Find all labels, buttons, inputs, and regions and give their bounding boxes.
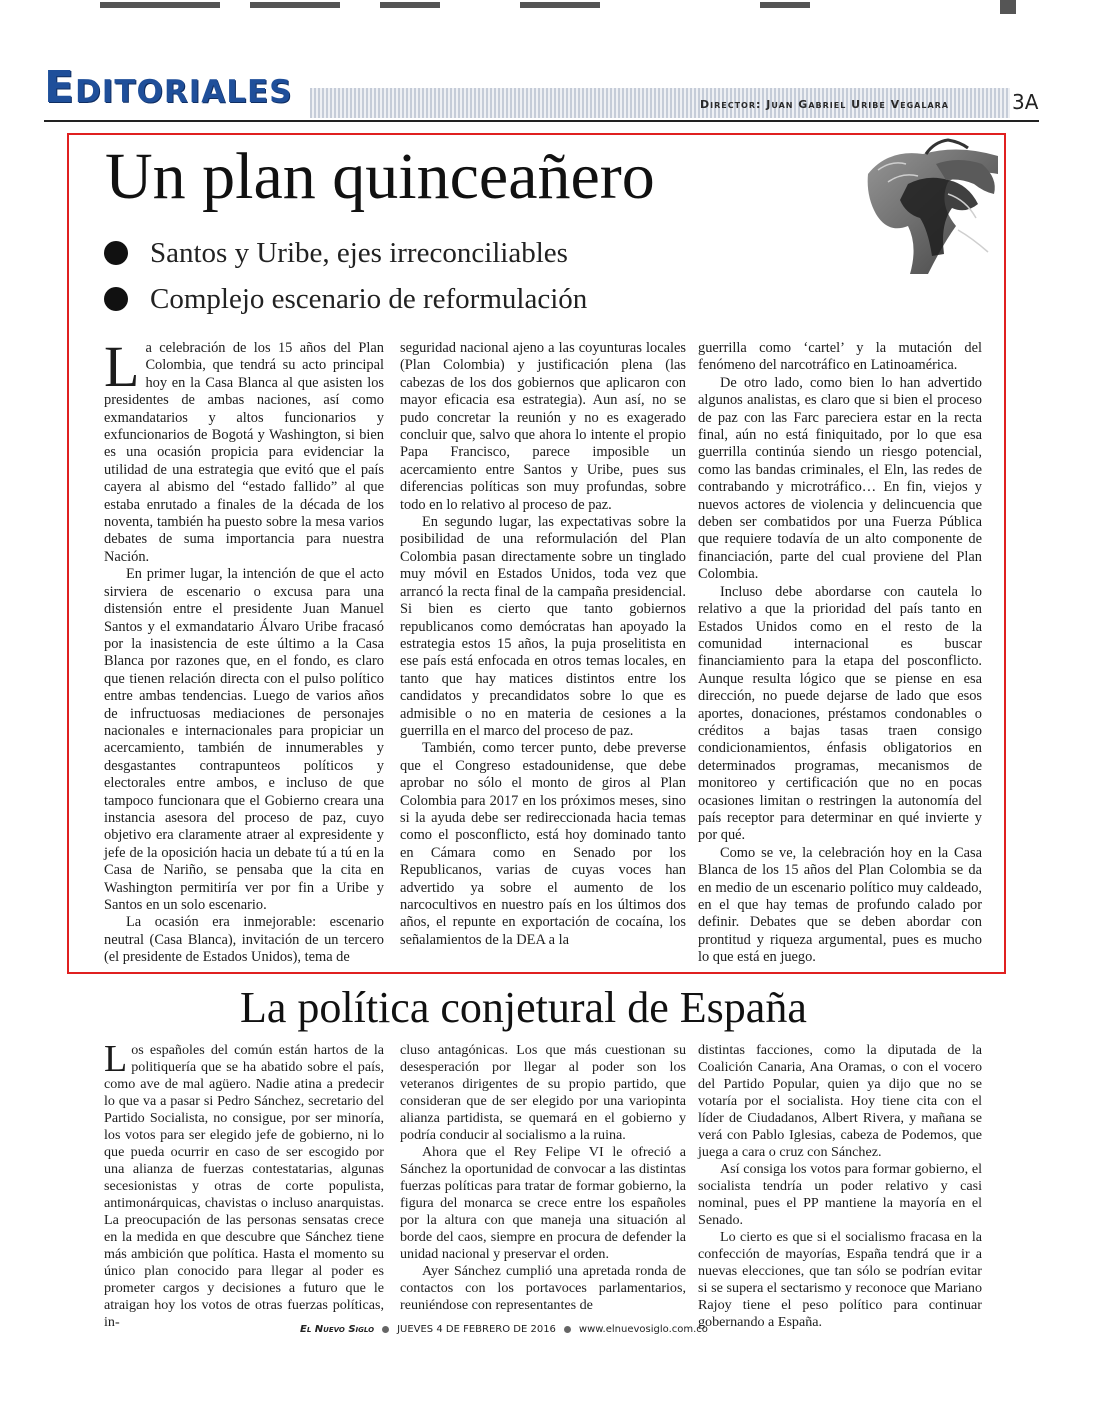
summary-text: Santos y Uribe, ejes irreconciliables bbox=[150, 236, 568, 269]
editorial-2-column-1 bbox=[104, 1038, 384, 1331]
summary-item bbox=[104, 276, 587, 322]
bullet-icon bbox=[104, 241, 128, 265]
publication-date: JUEVES 4 DE FEBRERO DE 2016 bbox=[397, 1323, 556, 1335]
paragraph: distintas facciones, como la diputada de la Coalición Canaria, Ana Oramas, o con el vocero del Partido Popular, quien ya dijo que no se votaría por el socialista. Hoy tiene cita con el líder de Ciudadanos, Albert Rivera, y mañana se verá con Pablo Iglesias, cabeza de Podemos, que juega a cara o cruz con Sánchez. bbox=[698, 1042, 982, 1160]
paragraph: Así consiga los votos para formar gobierno, el socialista tendría un poder relativo y casi nominal, pues el PP mantiene la mayoría en el Senado. bbox=[698, 1161, 982, 1228]
paragraph: En segundo lugar, las expectativas sobre la posibilidad de una reformulación del Plan Colombia pasan directamente sobre un tinglado muy móvil en Estados Unidos, toda vez que arrancó la recta final de la campaña presidencial. Si bien es cierto que tanto gobiernos republicanos como demócratas han apoyado la estrategia estos 15 años, la puja proselitista en ese país está enfocada en otros temas locales, en tanto que hay matices distintos entre los candidatos y precandidatos sobre lo que es admisible o no en materia de cesiones a la guerrilla en el marco del proceso de paz. bbox=[400, 514, 686, 739]
masthead-rule bbox=[44, 120, 1039, 122]
website-url: www.elnuevosiglo.com.co bbox=[578, 1323, 708, 1335]
editorial-2-title: La política conjetural de España bbox=[240, 983, 807, 1032]
drop-cap: L bbox=[104, 334, 140, 399]
summary-text: Complejo escenario de reformulación bbox=[150, 282, 588, 315]
paragraph: Ayer Sánchez cumplió una apretada ronda de contactos con los portavoces parlamentarios, reuniéndose con representantes de bbox=[400, 1263, 686, 1313]
separator-dot-icon bbox=[382, 1326, 389, 1333]
paragraph: En primer lugar, la intención de que el acto sirviera de escenario o excusa para una distensión entre el presidente Juan Manuel Santos y el exmandatario Álvaro Uribe fracasó por la inasistencia de este último a la Casa Blanca por razones que, en el fondo, es claro que tienen relación directa con el pulso político entre ambas tendencias. Luego de varios años de infructuosas mediaciones de personajes nacionales e internacionales para propiciar un acercamiento, también de innumerables y desgastantes contrapunteos políticos y electorales entre ambos, e incluso de que tampoco funcionara que el Gobierno creara una instancia asesora del proceso de paz, cuyo objetivo era claramente atraer al expresidente y jefe de la oposición hacia un debate tú a tú en la Casa de Nariño, se pensaba que la cita en Washington permitiría ver por fin a Uribe y Santos en un solo escenario. bbox=[104, 566, 384, 913]
page-number: 3A bbox=[1012, 90, 1039, 114]
paragraph bbox=[104, 1038, 384, 1331]
paragraph: También, como tercer punto, debe preverse que el Congreso estadounidense, que debe aprobar no sólo el monto de giros al Plan Colombia para 2017 en los próximos meses, sino si la ayuda debe ser redireccionada hacia temas como el posconflicto, está hoy dominado tanto en Cámara como en Senado por los Republicanos, varias de cuyas voces han advertido ya sobre el aumento de los narcocultivos en nuestro país en los últimos dos años, el repunte en exportación de cocaína, los señalamientos de la DEA a la bbox=[400, 740, 686, 948]
drop-cap: L bbox=[104, 1038, 128, 1080]
editorial-1-column-2 bbox=[400, 340, 686, 949]
section-title: Editoriales bbox=[44, 62, 293, 113]
paragraph: guerrilla como ‘cartel’ y la mutación del fenómeno del narcotráfico en Latinoamérica. bbox=[698, 340, 982, 374]
paragraph: Incluso debe abordarse con cautela lo relativo a que la prioridad del país tanto en Estados Unidos como en el resto de la comunidad internacional es buscar financiamiento para la etapa del posconflicto. Aunque resulta lógico que se piense en esa dirección, no puede dejarse de lado que esos aportes, donaciones, préstamos condonables o créditos a bajas tasas traen consigo condicionamientos, énfasis obligatorios en determinados programas, mecanismos de monitoreo y certificación que no en pocas ocasiones limitan o restringen la autonomía del país receptor para determinar en qué invierte y por qué. bbox=[698, 583, 982, 844]
editorial-1-summary bbox=[104, 230, 587, 322]
paragraph bbox=[104, 334, 384, 566]
summary-item bbox=[104, 230, 587, 276]
paragraph: De otro lado, como bien lo han advertido algunos analistas, es claro que si bien el proceso de paz con las Farc pareciera estar en la recta final, aún no está finiquitado, por lo que esa guerrilla continúa siendo un riesgo potencial, como las bandas criminales, el Eln, las redes de contrabando y microtráfico… En fin, viejos y nuevos actores de violencia y delincuencia que deben ser combatidos por una Fuerza Pública que requiere todavía de un alto componente de financiación, parte del cual proviene del Plan Colombia. bbox=[698, 374, 982, 583]
editorial-1-column-3 bbox=[698, 340, 982, 967]
paragraph: La ocasión era inmejorable: escenario neutral (Casa Blanca), invitación de un tercero (el presidente de Estados Unidos), tema de bbox=[104, 914, 384, 966]
paragraph: Como se ve, la celebración hoy en la Casa Blanca de los 15 años del Plan Colombia se da en medio de un escenario político muy caldeado, en el que hay temas de profundo calado por definir. Debates que se deben abordar con prontitud y riqueza argumental, pues es mucho lo que está en juego. bbox=[698, 844, 982, 966]
paragraph-text: a celebración de los 15 años del Plan Colombia, que tendrá su acto principal hoy en la Casa Blanca al que asisten los presidentes de ambas naciones, así como exmandatarios y altos funcionarios y exfuncionarios de Bogotá y Washington, si bien es una ocasión propicia para evidenciar la utilidad de una estrategia que evitó que el país cayera al abismo del “estado fallido” al que estaba enrutado a finales de la década de los noventa, también ha puesto sobre la mesa varios debates de suma importancia para nuestra Nación. bbox=[104, 340, 384, 565]
editorial-2-column-3 bbox=[698, 1042, 982, 1331]
director-credit: Director: Juan Gabriel Uribe Vegalara bbox=[700, 98, 949, 111]
paragraph: Ahora que el Rey Felipe VI le ofreció a Sánchez la oportunidad de convocar a las distintas fuerzas políticas para tratar de formar gobierno, la figura del monarca se crece entre los españoles por la altura con que maneja una situación al borde del caos, siempre en procura de defender la unidad nacional y preservar el orden. bbox=[400, 1144, 686, 1262]
paragraph-text: os españoles del común están hartos de la politiquería que se ha abatido sobre el país, como ave de mal agüero. Nadie atina a predecir lo que va a pasar si Pedro Sánchez, secretario del Partido Socialista, no consigue, por ser minoría, los votos para ser elegido jefe de gobierno, ni lo que pueda ocurrir en caso de ser escogido por una alianza de fuerzas contestatarias, algunas secesionistas y otras de corte populista, antimonárquicas, chavistas o incluso anarquistas. La preocupación de las personas sensatas crece en la medida en que descubre que Sánchez tiene más ambición que política. Hasta el momento su único plan conocido para llegar al poder es prometer cargos y decisiones a futuro que le atraigan hoy los votos de otras fuerzas políticas, in- bbox=[104, 1042, 384, 1330]
page-footer bbox=[300, 1322, 708, 1336]
page-top-edge bbox=[0, 0, 1102, 14]
paragraph: seguridad nacional ajeno a las coyunturas locales (Plan Colombia) y justificación plena (las cabezas de los dos gobiernos que aplicaron con mayor eficacia esa estrategia). Aun así, no se pudo concretar la reunión y no es exagerado concluir que, salvo que ahora lo intente el propio Papa Francisco, parece imposible un acercamiento entre Santos y Uribe, pues sus diferencias políticas son muy profundas, sobre todo en lo relativo al proceso de paz. bbox=[400, 340, 686, 513]
editorial-2-column-2 bbox=[400, 1042, 686, 1314]
bullet-icon bbox=[104, 287, 128, 311]
editorial-1-title: Un plan quinceañero bbox=[105, 140, 655, 213]
paragraph: Lo cierto es que si el socialismo fracasa en la confección de mayorías, España tendrá que ir a nuevas elecciones, que tan sólo se podrían evitar si se supera el sectarismo y reconoce que Mariano Rajoy tiene el peso político para continuar gobernando a España. bbox=[698, 1229, 982, 1330]
horses-sculpture-illustration bbox=[848, 134, 1003, 284]
editorial-1-column-1 bbox=[104, 334, 384, 967]
newspaper-logo: El Nuevo Siglo bbox=[300, 1323, 375, 1335]
separator-dot-icon bbox=[564, 1326, 571, 1333]
paragraph: cluso antagónicas. Los que más cuestionan su desesperación por llegar al poder son los veteranos dirigentes de su propio partido, que consideran que de ser elegido por una variopinta alianza partidista, se quemará en el gobierno y podría conducir al socialismo a la ruina. bbox=[400, 1042, 686, 1143]
